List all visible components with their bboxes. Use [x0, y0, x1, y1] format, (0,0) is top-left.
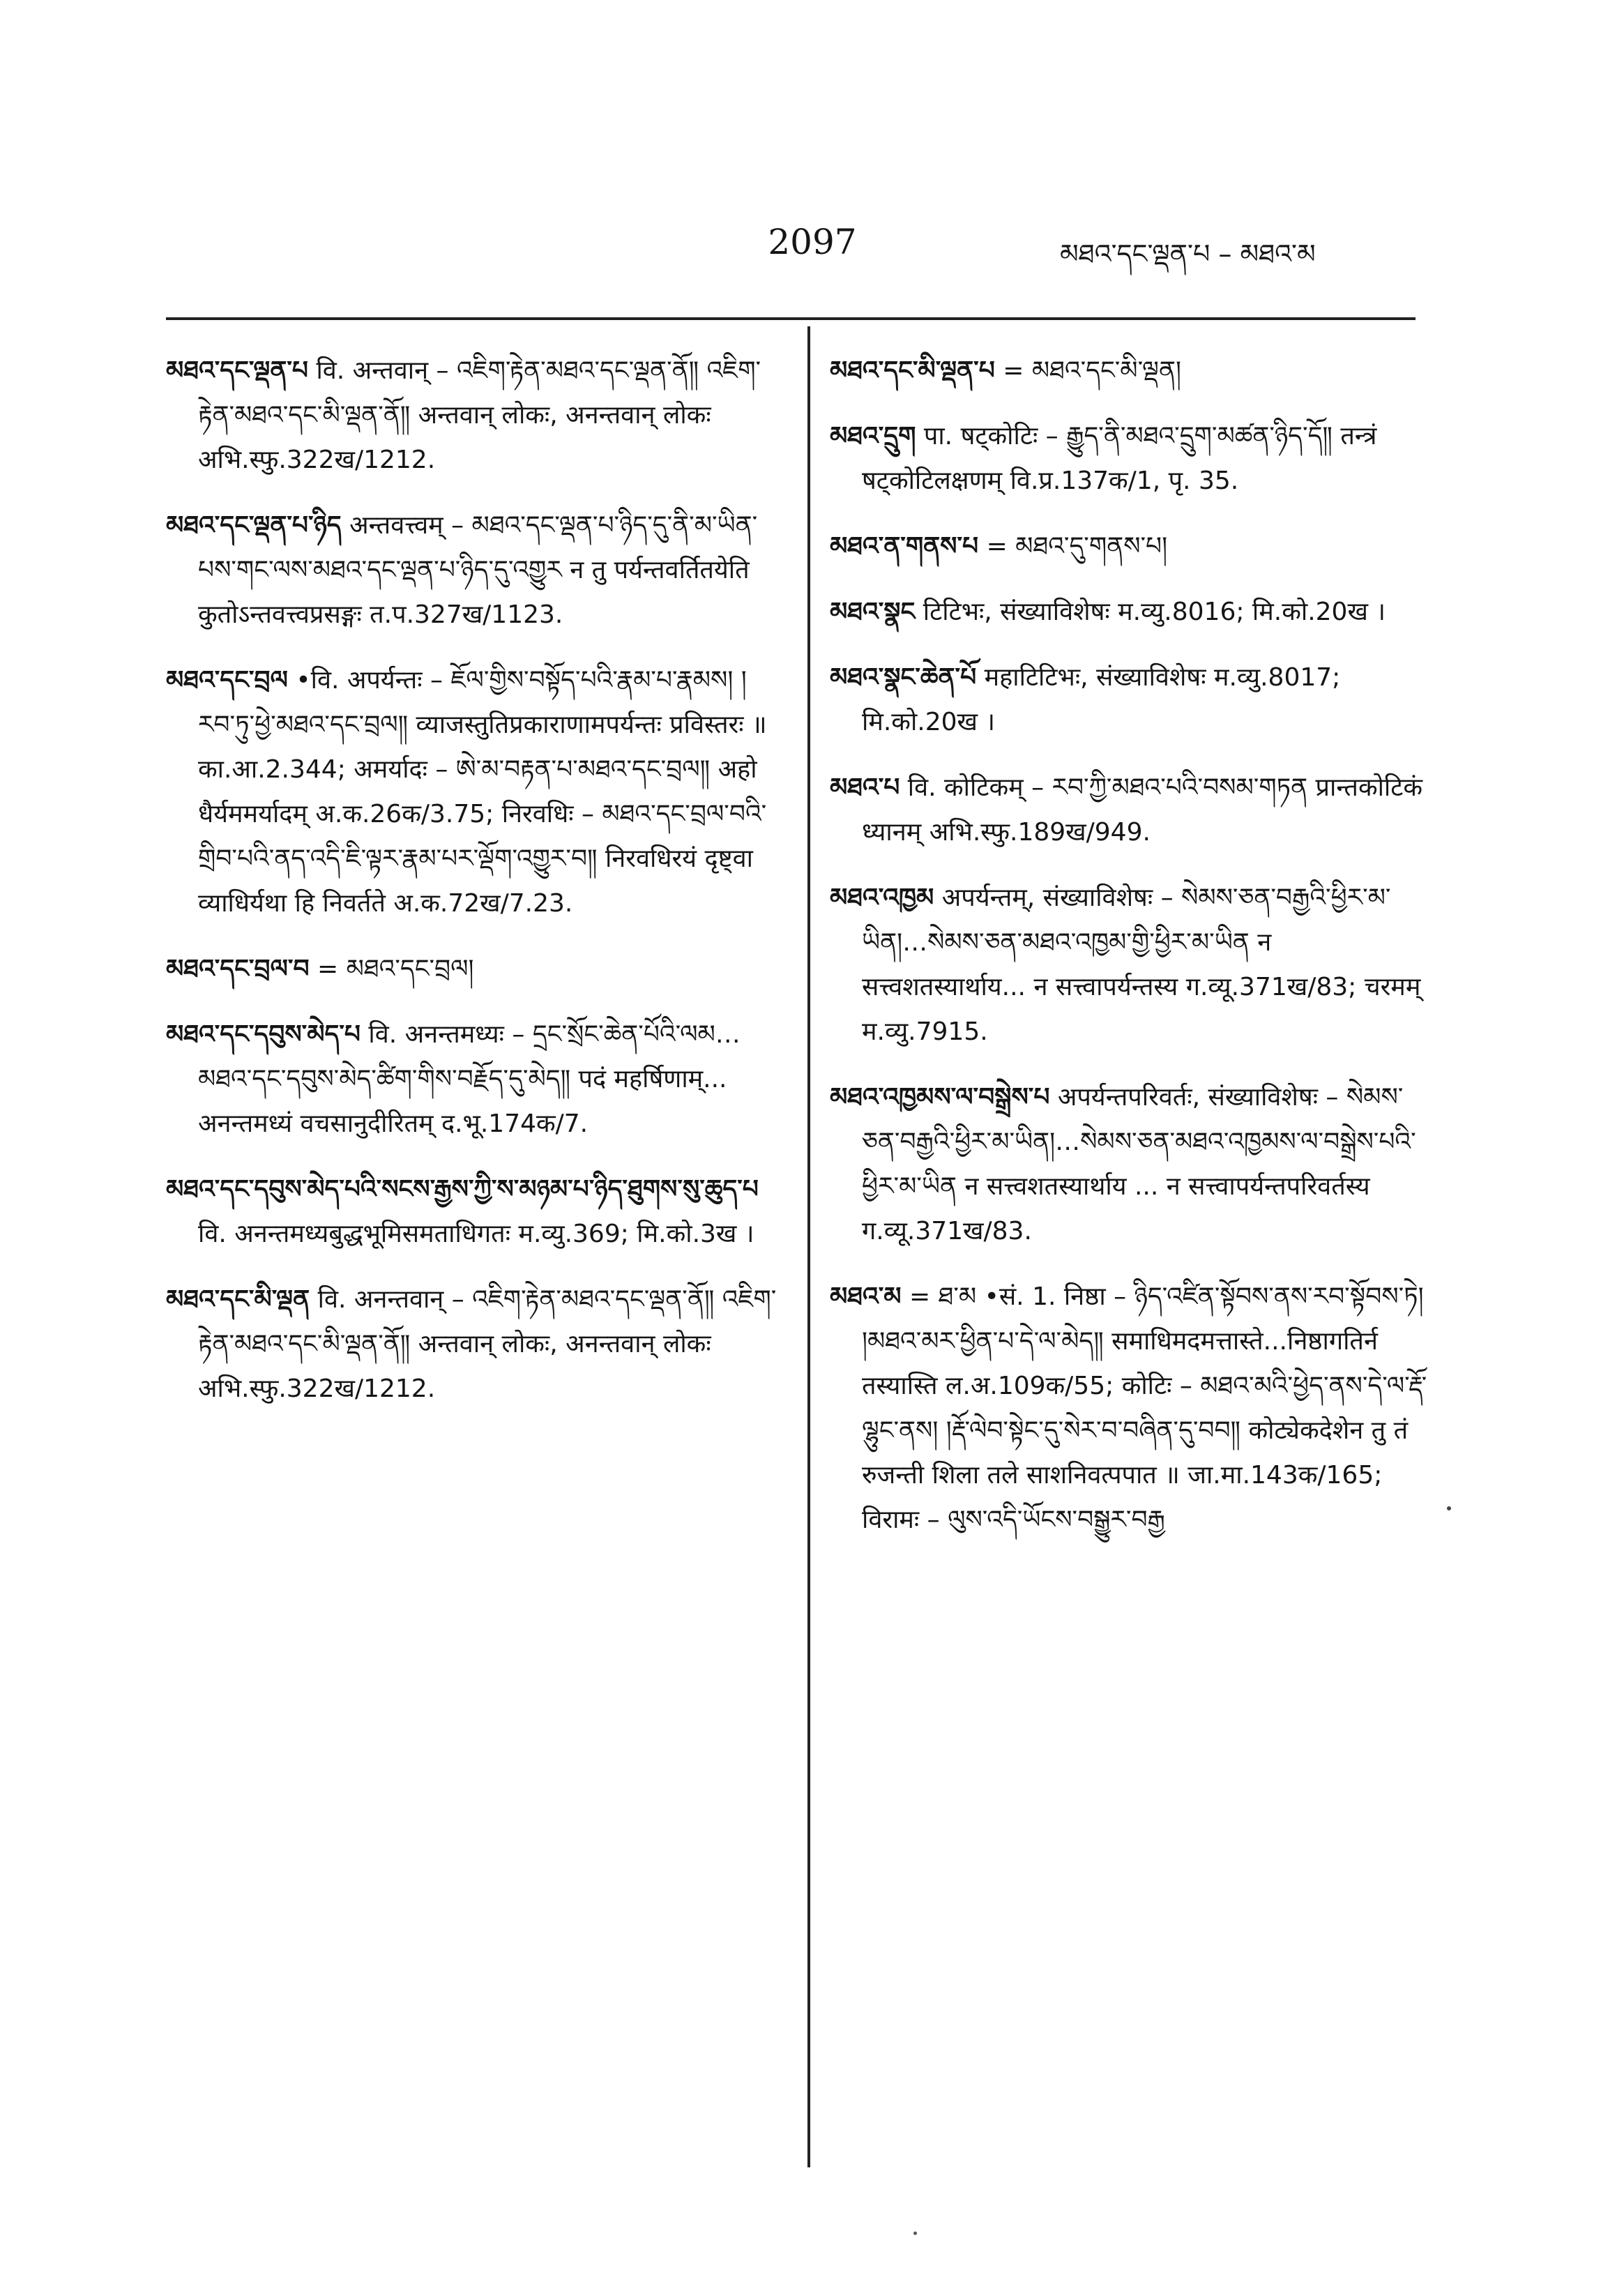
entry-headword: མཐའ་སྣང	[830, 598, 916, 626]
dictionary-entry	[830, 590, 1429, 635]
entry-text: पा. षट्कोटिः – རྒྱུད་ནི་མཐའ་དྲུག་མཚན་ཉིད་དོ༎ तन्त्रं षट्कोटिलक्षणम् वि.प्र.137क/1, पृ. 35.	[862, 422, 1377, 495]
entry-text: वि. अनन्तमध्यबुद्धभूमिसमताधिगतः म.व्यु.369; मि.को.3ख ।	[198, 1220, 754, 1248]
entry-text: वि. अनन्तमध्यः – དྲང་སྲོང་ཆེན་པོའི་ལམ…མཐའ་དང་དབུས་མེད་ཚིག་གིས་བརྗོད་དུ་མེད༎ पदं महर्षिणाम्... अनन्तमध्यं वचसानुदीरितम् द.भू.174क/7.	[198, 1020, 741, 1138]
dictionary-entry	[830, 1075, 1429, 1254]
dictionary-entry	[166, 947, 780, 992]
dictionary-entry	[830, 414, 1429, 503]
entry-headword: མཐའ་མ	[830, 1282, 902, 1311]
entry-text: वि. कोटिकम् – རབ་ཀྱི་མཐའ་པའི་བསམ་གཏན प्रान्तकोटिकं ध्यानम् अभि.स्फु.189ख/949.	[862, 773, 1423, 847]
right-column	[830, 349, 1429, 1563]
scan-speck	[1447, 1506, 1451, 1510]
dictionary-entry	[830, 876, 1429, 1054]
entry-text: = ཐ་མ •सं. 1. निष्ठा – ཉིད་འཛིན་སྟོབས་ནས་རབ་སྟོབས་ཏེ། །མཐའ་མར་ཕྱིན་པ་དེ་ལ་མེད༎ समाधिमदमत्तास्ते...निष्ठागतिर्न तस्यास्ति ल.अ.109क/55; कोटिः – མཐའ་མའི་ཕྱེད་ནས་དེ་ལ་རྡོ་ལྷུང་ནས། །རྡོ་ལེབ་སྟེང་དུ་སེར་བ་བཞིན་དུ་བབ༎ कोट्येकदेशेन तु तं रुजन्ती शिला तले साशनिवत्पपात ॥ जा.मा.143क/165; विरामः – ལུས་འདི་ཡོངས་བསྒྱུར་བརྒྱ	[862, 1282, 1427, 1534]
entry-headword: མཐའ་དང་དབུས་མེད་པའི་སངས་རྒྱས་ཀྱི་ས་མཉམ་པ་ཉིད་ཐུགས་སུ་ཆུད་པ	[166, 1175, 759, 1204]
dictionary-entry	[166, 503, 780, 637]
entry-text: टिटिभः, संख्याविशेषः म.व्यु.8016; मि.को.20ख ।	[923, 598, 1386, 626]
scan-speck	[913, 2232, 917, 2235]
left-column	[166, 349, 780, 1432]
entry-headword: མཐའ་ན་གནས་པ	[830, 532, 979, 561]
entry-headword: མཐའ་དང་བྲལ	[166, 666, 288, 695]
entry-headword: མཐའ་དང་བྲལ་བ	[166, 955, 310, 983]
entry-headword: མཐའ་དང་ལྡན་པ	[166, 356, 308, 385]
dictionary-entry	[830, 1275, 1429, 1543]
dictionary-entry	[830, 524, 1429, 569]
entry-text: वि. अनन्तवान् – འཇིག་རྟེན་མཐའ་དང་ལྡན་ནོ༎ འཇིག་རྟེན་མཐའ་དང་མི་ལྡན་ནོ༎ अन्तवान् लोकः, अनन्तवान् लोकः अभि.स्फु.322ख/1212.	[198, 1285, 777, 1403]
entry-text: अपर्यन्तम्, संख्याविशेषः – སེམས་ཅན་བརྒྱའི་ཕྱིར་མ་ཡིན།…སེམས་ཅན་མཐའ་འཁྱམ་གྱི་ཕྱིར་མ་ཡིན न सत्त्वशतस्यार्थाय... न सत्त्वापर्यन्तस्य ग.व्यू.371ख/83; चरमम् म.व्यु.7915.	[862, 884, 1421, 1046]
dictionary-entry	[166, 1167, 780, 1257]
entry-text: = མཐའ་དང་མི་ལྡན།	[1003, 356, 1182, 385]
dictionary-entry	[830, 349, 1429, 393]
dictionary-entry	[166, 1013, 780, 1146]
page-number: 2097	[768, 222, 857, 262]
dictionary-entry	[166, 658, 780, 926]
entry-headword: མཐའ་འཁྱམ	[830, 884, 934, 912]
column-divider	[807, 326, 810, 2167]
entry-text: अन्तवत्त्वम् – མཐའ་དང་ལྡན་པ་ཉིད་དུ་ནི་མ་ཡིན་པས་གང་ལས་མཐའ་དང་ལྡན་པ་ཉིད་དུ་འགྱུར न तु पर्यन्तवर्तितयेति कुतोऽन्तवत्त्वप्रसङ्गः त.प.327ख/1123.	[198, 511, 758, 629]
entry-headword: མཐའ་དང་མི་ལྡན་པ	[830, 356, 995, 385]
entry-text: = མཐའ་དུ་གནས་པ།	[986, 532, 1168, 561]
entry-text: अपर्यन्तपरिवर्तः, संख्याविशेषः – སེམས་ཅན་བརྒྱའི་ཕྱིར་མ་ཡིན།…སེམས་ཅན་མཐའ་འཁྱམས་ལ་བསྒྲེས་པའི་ཕྱིར་མ་ཡིན न सत्त्वशतस्यार्थाय ... न सत्त्वापर्यन्तपरिवर्तस्य ग.व्यू.371ख/83.	[862, 1083, 1416, 1245]
running-head: མཐའ་དང་ལྡན་པ – མཐའ་མ	[1060, 238, 1316, 269]
entry-text: •वि. अपर्यन्तः – ཇོལ་གྱིས་བསྟོད་པའི་རྣམ་པ་རྣམས། །རབ་ཏུ་ཕྱེ་མཐའ་དང་བྲལ༎ व्याजस्तुतिप्रकाराणामपर्यन्तः प्रविस्तरः ॥ का.आ.2.344; अमर्यादः – ཨེ་མ་བརྟན་པ་མཐའ་དང་བྲལ༎ अहो धैर्यममर्यादम् अ.क.26क/3.75; निरवधिः – མཐའ་དང་བྲལ་བའི་གྲིབ་པའི་ནད་འདི་ཇི་ལྟར་རྣམ་པར་ལྡོག་འགྱུར་བ༎ निरवधिरयं दृष्ट्वा व्याधिर्यथा हि निवर्तते अ.क.72ख/7.23.	[198, 666, 767, 918]
entry-headword: མཐའ་དྲུག	[830, 422, 916, 450]
entry-headword: མཐའ་པ	[830, 773, 900, 802]
dictionary-entry	[166, 349, 780, 483]
entry-text: = མཐའ་དང་བྲལ།	[317, 955, 474, 983]
entry-headword: མཐའ་དང་མི་ལྡན	[166, 1285, 310, 1314]
entry-headword: མཐའ་སྣང་ཆེན་པོ	[830, 663, 977, 692]
dictionary-entry	[830, 766, 1429, 855]
dictionary-entry	[166, 1278, 780, 1411]
entry-headword: མཐའ་དང་དབུས་མེད་པ	[166, 1020, 361, 1049]
entry-headword: མཐའ་དང་ལྡན་པ་ཉིད	[166, 511, 342, 540]
entry-text: महाटिटिभः, संख्याविशेषः म.व्यु.8017; मि.को.20ख ।	[862, 663, 1341, 736]
dictionary-entry	[830, 656, 1429, 745]
entry-headword: མཐའ་འཁྱམས་ལ་བསྒྲེས་པ	[830, 1083, 1050, 1112]
entry-text: वि. अन्तवान् – འཇིག་རྟེན་མཐའ་དང་ལྡན་ནོ༎ འཇིག་རྟེན་མཐའ་དང་མི་ལྡན་ནོ༎ अन्तवान् लोकः, अनन्तवान् लोकः अभि.स्फु.322ख/1212.	[198, 356, 761, 474]
header-rule	[166, 317, 1416, 320]
